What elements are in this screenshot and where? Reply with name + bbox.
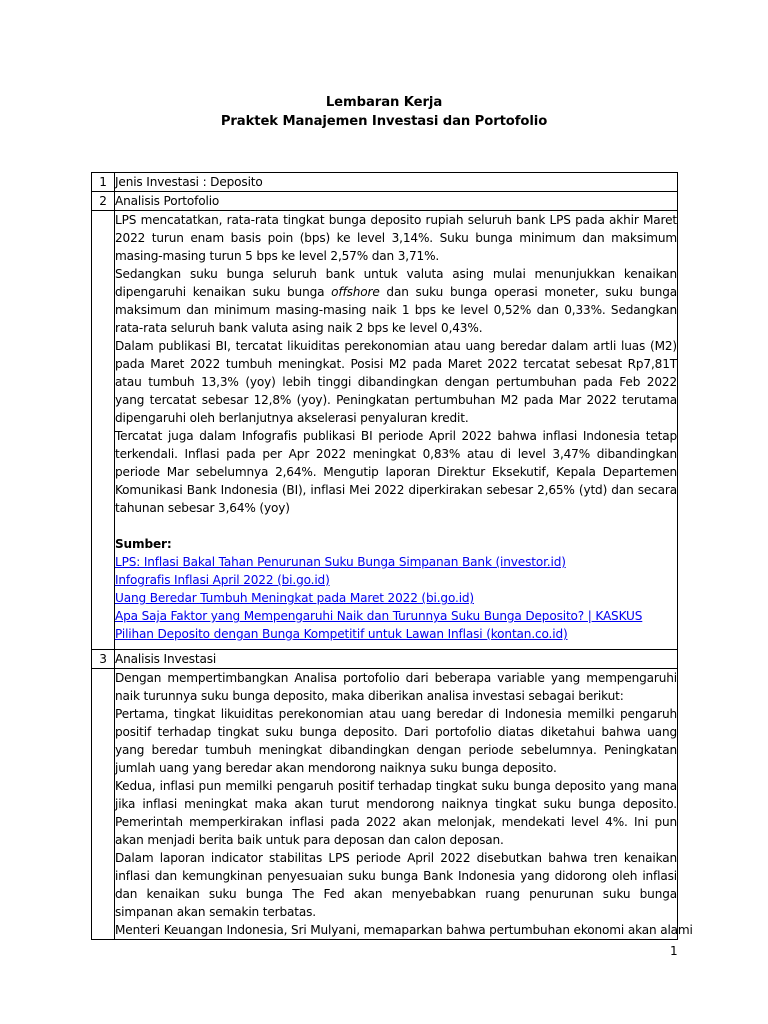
investment-paragraph: Menteri Keuangan Indonesia, Sri Mulyani, memaparkan bahwa pertumbuhan ekonomi akan alami	[115, 923, 693, 937]
investment-paragraph: Pertama, tingkat likuiditas perekonomian atau uang beredar di Indonesia memilki pengaruh positif terhadap tingkat suku bunga deposito. Dari portofolio diatas diketahui bahwa uang yang beredar tumbuh meningkat dibandingkan dengan periode sebelumnya. Peningkatan jumlah uang yang beredar akan mendorong naiknya suku bunga deposito.	[115, 707, 677, 775]
portfolio-paragraph: Dalam publikasi BI, tercatat likuiditas perekonomian atau uang beredar dalam artli luas (M2) pada Maret 2022 tumbuh meningkat. Posisi M2 pada Maret 2022 tercatat sebesat Rp7,81T atau tumbuh 13,3% (yoy) lebih tinggi dibandingkan dengan pertumbuhan pada Feb 2022 yang tercatat sebesar 12,8% (yoy). Peningkatan pertumbuhan M2 pada Mar 2022 terutama dipengaruhi oleh berlanjutnya akselerasi penyaluran kredit.	[115, 339, 677, 425]
portfolio-paragraph: Tercatat juga dalam Infografis publikasi BI periode April 2022 bahwa inflasi Indonesia tetap terkendali. Inflasi pada per Apr 2022 meningkat 0,83% atau di level 3,47% dibandingkan periode Mar sebelumnya 2,64%. Mengutip laporan Direktur Eksekutif, Kepala Departemen Komunikasi Bank Indonesia (BI), inflasi Mei 2022 diperkirakan sebesar 2,65% (ytd) dan secara tahunan sebesar 3,64% (yoy)	[115, 429, 677, 515]
table-row	[92, 211, 678, 650]
source-link-kaskus[interactable]: Apa Saja Faktor yang Mempengaruhi Naik dan Turunnya Suku Bunga Deposito? | KASKUS	[115, 609, 643, 623]
investment-paragraph: Dengan mempertimbangkan Analisa portofolio dari beberapa variable yang mempengaruhi naik turunnya suku bunga deposito, maka diberikan analisa investasi sebagai berikut:	[115, 671, 677, 703]
table-row	[92, 192, 678, 211]
portfolio-analysis-heading: Analisis Portofolio	[115, 192, 678, 211]
table-row	[92, 650, 678, 669]
row-number: 1	[92, 173, 115, 192]
investment-paragraph: Dalam laporan indicator stabilitas LPS periode April 2022 disebutkan bahwa tren kenaikan inflasi dan kemungkinan penyesuaian suku bunga Bank Indonesia yang didorong oleh inflasi dan kenaikan suku bunga The Fed akan menyebabkan ruang penurunan suku bunga simpanan akan semakin terbatas.	[115, 851, 677, 919]
title-line-2: Praktek Manajemen Investasi dan Portofolio	[220, 114, 548, 129]
portfolio-paragraph: Sedangkan suku bunga seluruh bank untuk valuta asing mulai menunjukkan kenaikan dipengaruhi kenaikan suku bunga offshore dan suku bunga operasi moneter, suku bunga maksimum dan minimum masing-masing naik 1 bps ke level 0,52% dan 0,33%. Sedangkan rata-rata seluruh bank valuta asing naik 2 bps ke level 0,43%.	[115, 267, 677, 335]
portfolio-paragraph: LPS mencatatkan, rata-rata tingkat bunga deposito rupiah seluruh bank LPS pada akhir Maret 2022 turun enam basis poin (bps) ke level 3,14%. Suku bunga minimum dan maksimum masing-masing turun 5 bps ke level 2,57% dan 3,71%.	[115, 213, 677, 263]
table-row	[92, 173, 678, 192]
investment-analysis-body	[115, 669, 693, 940]
page-number: 1	[670, 944, 678, 958]
page-title	[0, 93, 768, 131]
table-row	[92, 669, 678, 940]
source-link-infografis[interactable]: Infografis Inflasi April 2022 (bi.go.id)	[115, 573, 330, 587]
investment-type-label: Jenis Investasi : Deposito	[115, 173, 678, 192]
investment-paragraph: Kedua, inflasi pun memilki pengaruh positif terhadap tingkat suku bunga deposito yang mana jika inflasi meningkat maka akan turut mendorong naiknya tingkat suku bunga deposito. Pemerintah memperkirakan inflasi pada 2022 akan melonjak, mendekati level 4%. Ini pun akan menjadi berita baik untuk para deposan dan calon deposan.	[115, 779, 677, 847]
row-number: 3	[92, 650, 115, 669]
investment-analysis-heading: Analisis Investasi	[115, 650, 678, 669]
sources-title: Sumber:	[115, 537, 172, 551]
title-line-1: Lembaran Kerja	[325, 95, 443, 110]
worksheet-table	[91, 172, 693, 940]
source-link-uang-beredar[interactable]: Uang Beredar Tumbuh Meningkat pada Maret 2022 (bi.go.id)	[115, 591, 474, 605]
row-number: 2	[92, 192, 115, 211]
portfolio-analysis-body	[115, 211, 678, 650]
source-link-investor[interactable]: LPS: Inflasi Bakal Tahan Penurunan Suku Bunga Simpanan Bank (investor.id)	[115, 555, 566, 569]
source-link-kontan[interactable]: Pilihan Deposito dengan Bunga Kompetitif untuk Lawan Inflasi (kontan.co.id)	[115, 627, 568, 641]
